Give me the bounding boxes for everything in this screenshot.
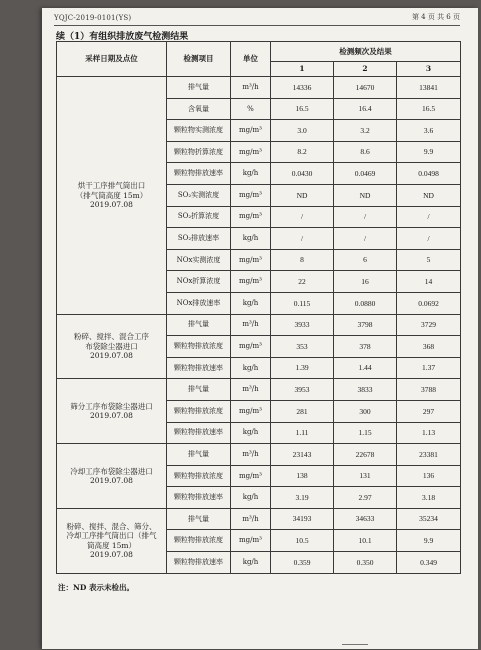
- unit-cell: mg/m³: [231, 530, 271, 552]
- value-cell-3: 0.0498: [397, 163, 461, 185]
- value-cell-1: 0.359: [271, 552, 334, 574]
- value-cell-2: 10.1: [334, 530, 397, 552]
- item-cell: SO₂折算浓度: [167, 206, 231, 228]
- value-cell-2: /: [334, 206, 397, 228]
- table-row: [57, 379, 461, 401]
- item-cell: NOx排放速率: [167, 292, 231, 314]
- unit-cell: mg/m³: [231, 249, 271, 271]
- value-cell-2: /: [334, 228, 397, 250]
- bottom-mark: [342, 644, 368, 650]
- site-line: 粉碎、搅拌、混合工序: [74, 332, 149, 342]
- site-line: 2019.07.08: [90, 550, 133, 560]
- unit-cell: mg/m³: [231, 120, 271, 142]
- item-cell: 颗粒物折算浓度: [167, 141, 231, 163]
- section-title: 续（1）有组织排放废气检测结果: [56, 32, 189, 42]
- value-cell-3: /: [397, 206, 461, 228]
- unit-cell: m³/h: [231, 77, 271, 99]
- item-cell: 排气量: [167, 444, 231, 466]
- value-cell-1: 138: [271, 465, 334, 487]
- item-cell: 颗粒物实测浓度: [167, 120, 231, 142]
- item-cell: 排气量: [167, 508, 231, 530]
- value-cell-3: 13841: [397, 77, 461, 99]
- document-page: [42, 8, 478, 649]
- unit-cell: m³/h: [231, 379, 271, 401]
- unit-cell: mg/m³: [231, 206, 271, 228]
- unit-cell: m³/h: [231, 314, 271, 336]
- value-cell-3: 0.0692: [397, 292, 461, 314]
- value-cell-1: 16.5: [271, 98, 334, 120]
- item-cell: 颗粒物排放浓度: [167, 400, 231, 422]
- item-cell: 排气量: [167, 379, 231, 401]
- item-cell: 颗粒物排放浓度: [167, 465, 231, 487]
- value-cell-2: 0.0880: [334, 292, 397, 314]
- value-cell-1: 353: [271, 336, 334, 358]
- value-cell-1: 3933: [271, 314, 334, 336]
- site-line: 粉碎、搅拌、混合、筛分、: [66, 522, 157, 532]
- site-line: 冷却工序排气筒出口（排气: [66, 531, 157, 541]
- header-freq-2: 2: [334, 62, 397, 77]
- unit-cell: mg/m³: [231, 184, 271, 206]
- value-cell-3: 3.6: [397, 120, 461, 142]
- value-cell-3: 368: [397, 336, 461, 358]
- value-cell-2: ND: [334, 184, 397, 206]
- unit-cell: kg/h: [231, 552, 271, 574]
- value-cell-1: 22: [271, 271, 334, 293]
- item-cell: 排气量: [167, 77, 231, 99]
- unit-cell: kg/h: [231, 357, 271, 379]
- item-cell: 颗粒物排放速率: [167, 163, 231, 185]
- value-cell-3: 14: [397, 271, 461, 293]
- value-cell-3: 1.37: [397, 357, 461, 379]
- item-cell: 排气量: [167, 314, 231, 336]
- value-cell-2: 378: [334, 336, 397, 358]
- value-cell-1: 3953: [271, 379, 334, 401]
- value-cell-1: /: [271, 228, 334, 250]
- value-cell-2: 0.350: [334, 552, 397, 574]
- item-cell: NOx折算浓度: [167, 271, 231, 293]
- value-cell-3: 3788: [397, 379, 461, 401]
- item-cell: NOx实测浓度: [167, 249, 231, 271]
- value-cell-3: 3729: [397, 314, 461, 336]
- value-cell-1: 3.0: [271, 120, 334, 142]
- unit-cell: mg/m³: [231, 271, 271, 293]
- value-cell-1: 8.2: [271, 141, 334, 163]
- header-results: 检测频次及结果: [271, 42, 461, 62]
- header-divider: [54, 25, 460, 26]
- table-row: [57, 314, 461, 336]
- site-line: 冷却工序布袋除尘器进口: [70, 466, 153, 476]
- unit-cell: kg/h: [231, 422, 271, 444]
- table-row: [57, 77, 461, 99]
- item-cell: 颗粒物排放浓度: [167, 530, 231, 552]
- value-cell-3: 9.9: [397, 530, 461, 552]
- item-cell: SO₂排放速率: [167, 228, 231, 250]
- value-cell-1: 281: [271, 400, 334, 422]
- value-cell-1: /: [271, 206, 334, 228]
- site-line: 2019.07.08: [90, 475, 133, 485]
- exhaust-gas-results-table: [56, 41, 461, 574]
- header-freq-3: 3: [397, 62, 461, 77]
- site-line: 2019.07.08: [90, 199, 133, 209]
- unit-cell: kg/h: [231, 292, 271, 314]
- value-cell-3: 297: [397, 400, 461, 422]
- footnote: 注：ND 表示未检出。: [58, 583, 134, 592]
- value-cell-1: 0.115: [271, 292, 334, 314]
- site-cell: [57, 77, 167, 315]
- item-cell: 颗粒物排放速率: [167, 357, 231, 379]
- value-cell-2: 3798: [334, 314, 397, 336]
- value-cell-3: 136: [397, 465, 461, 487]
- table-row: [57, 508, 461, 530]
- value-cell-1: 0.0430: [271, 163, 334, 185]
- site-cell: [57, 379, 167, 444]
- site-line: （排气筒高度 15m）: [75, 190, 148, 200]
- site-cell: [57, 508, 167, 573]
- table-body: [57, 77, 461, 574]
- document-code: YQJC-2019-0101(YS): [54, 14, 132, 22]
- site-line: 筛分工序布袋除尘器进口: [70, 401, 153, 411]
- value-cell-3: 16.5: [397, 98, 461, 120]
- value-cell-2: 22678: [334, 444, 397, 466]
- value-cell-3: 3.18: [397, 487, 461, 509]
- unit-cell: mg/m³: [231, 336, 271, 358]
- item-cell: 颗粒物排放浓度: [167, 336, 231, 358]
- value-cell-2: 131: [334, 465, 397, 487]
- value-cell-1: 10.5: [271, 530, 334, 552]
- value-cell-1: 3.19: [271, 487, 334, 509]
- value-cell-3: 5: [397, 249, 461, 271]
- site-line: 布袋除尘器进口: [85, 341, 138, 351]
- site-cell: [57, 314, 167, 379]
- item-cell: 含氧量: [167, 98, 231, 120]
- site-cell: [57, 444, 167, 509]
- value-cell-1: 1.39: [271, 357, 334, 379]
- value-cell-3: /: [397, 228, 461, 250]
- unit-cell: mg/m³: [231, 465, 271, 487]
- site-line: 烘干工序排气筒出口: [77, 181, 146, 191]
- unit-cell: mg/m³: [231, 141, 271, 163]
- value-cell-2: 8.6: [334, 141, 397, 163]
- value-cell-2: 16: [334, 271, 397, 293]
- value-cell-2: 3833: [334, 379, 397, 401]
- header-freq-1: 1: [271, 62, 334, 77]
- table-row: [57, 444, 461, 466]
- site-line: 筒高度 15m）: [86, 540, 137, 550]
- value-cell-3: 0.349: [397, 552, 461, 574]
- value-cell-2: 6: [334, 249, 397, 271]
- value-cell-2: 1.15: [334, 422, 397, 444]
- page-number: 第 4 页 共 6 页: [411, 13, 460, 21]
- value-cell-2: 300: [334, 400, 397, 422]
- site-line: 2019.07.08: [90, 351, 133, 361]
- value-cell-2: 3.2: [334, 120, 397, 142]
- unit-cell: m³/h: [231, 444, 271, 466]
- unit-cell: %: [231, 98, 271, 120]
- item-cell: 颗粒物排放速率: [167, 487, 231, 509]
- value-cell-2: 1.44: [334, 357, 397, 379]
- header-item: 检测项目: [167, 42, 231, 77]
- item-cell: SO₂实测浓度: [167, 184, 231, 206]
- unit-cell: mg/m³: [231, 400, 271, 422]
- value-cell-2: 34633: [334, 508, 397, 530]
- value-cell-2: 0.0469: [334, 163, 397, 185]
- value-cell-2: 14670: [334, 77, 397, 99]
- value-cell-3: 23381: [397, 444, 461, 466]
- header-unit: 单位: [231, 42, 271, 77]
- value-cell-3: 1.13: [397, 422, 461, 444]
- value-cell-1: ND: [271, 184, 334, 206]
- unit-cell: kg/h: [231, 487, 271, 509]
- value-cell-2: 16.4: [334, 98, 397, 120]
- unit-cell: kg/h: [231, 228, 271, 250]
- value-cell-1: 23143: [271, 444, 334, 466]
- site-line: 2019.07.08: [90, 411, 133, 421]
- unit-cell: kg/h: [231, 163, 271, 185]
- value-cell-1: 8: [271, 249, 334, 271]
- value-cell-1: 1.11: [271, 422, 334, 444]
- value-cell-1: 34193: [271, 508, 334, 530]
- value-cell-3: ND: [397, 184, 461, 206]
- value-cell-1: 14336: [271, 77, 334, 99]
- item-cell: 颗粒物排放速率: [167, 422, 231, 444]
- unit-cell: m³/h: [231, 508, 271, 530]
- value-cell-3: 9.9: [397, 141, 461, 163]
- value-cell-3: 35234: [397, 508, 461, 530]
- header-site: 采样日期及点位: [57, 42, 167, 77]
- item-cell: 颗粒物排放速率: [167, 552, 231, 574]
- value-cell-2: 2.97: [334, 487, 397, 509]
